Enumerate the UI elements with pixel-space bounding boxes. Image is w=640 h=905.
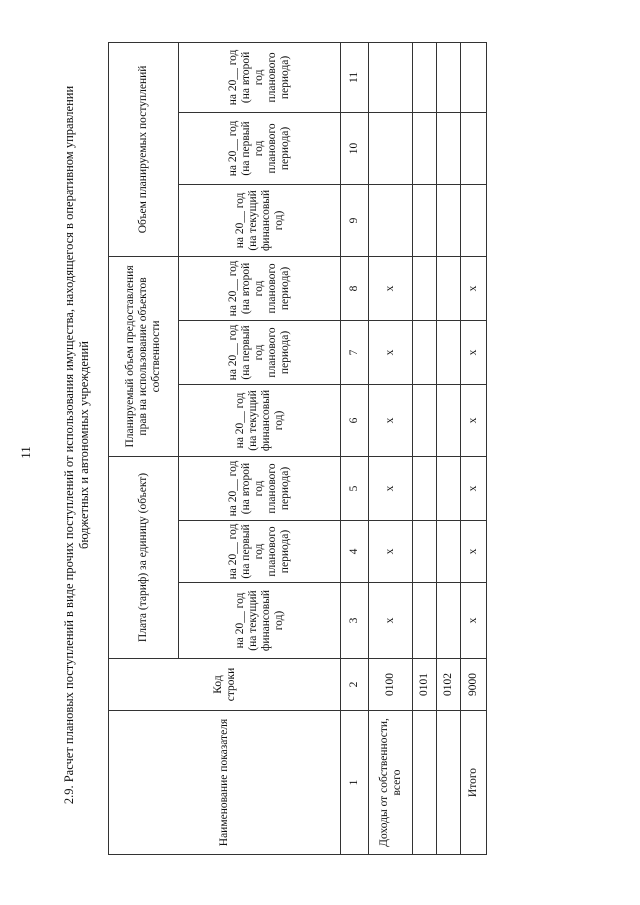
row-name: Доходы от собственности, всего bbox=[369, 711, 413, 855]
column-number: 7 bbox=[341, 320, 369, 384]
column-number: 11 bbox=[341, 42, 369, 112]
header-volume-group: Объем планируемых поступлений bbox=[109, 42, 179, 256]
header-row-code: Код строки bbox=[109, 659, 341, 711]
column-number: 5 bbox=[341, 456, 369, 520]
table-cell bbox=[437, 42, 461, 112]
table-cell: x bbox=[369, 583, 413, 659]
table-cell bbox=[413, 112, 437, 184]
header-rights-current: на 20__ год (на текущий финансовый год) bbox=[179, 384, 341, 456]
table-cell bbox=[437, 112, 461, 184]
column-number: 2 bbox=[341, 659, 369, 711]
table-row bbox=[437, 42, 461, 854]
header-fee-first: на 20__ год (на первый год планового периода) bbox=[179, 521, 341, 583]
row-name bbox=[437, 711, 461, 855]
header-row-groups bbox=[109, 42, 179, 854]
section-title bbox=[62, 45, 92, 845]
table-cell: x bbox=[461, 384, 487, 456]
row-code: 0102 bbox=[437, 659, 461, 711]
table-cell bbox=[413, 384, 437, 456]
table-cell bbox=[437, 384, 461, 456]
header-rights-first: на 20__ год (на первый год планового периода) bbox=[179, 320, 341, 384]
table-cell bbox=[437, 256, 461, 320]
header-vol-current: на 20__ год (на текущий финансовый год) bbox=[179, 184, 341, 256]
header-rights-group: Планируемый объем предоставления прав на использование объектов собственности bbox=[109, 256, 179, 456]
column-number: 6 bbox=[341, 384, 369, 456]
column-number: 1 bbox=[341, 711, 369, 855]
table-cell: x bbox=[369, 256, 413, 320]
table-cell bbox=[413, 583, 437, 659]
page-number: 11 bbox=[18, 446, 33, 459]
table-cell: x bbox=[461, 256, 487, 320]
table-cell: x bbox=[461, 320, 487, 384]
table-cell bbox=[369, 112, 413, 184]
header-fee-group: Плата (тариф) за единицу (объект) bbox=[109, 456, 179, 658]
table-cell bbox=[461, 184, 487, 256]
header-indicator: Наименование показателя bbox=[109, 711, 341, 855]
header-fee-current: на 20__ год (на текущий финансовый год) bbox=[179, 583, 341, 659]
table-cell bbox=[369, 184, 413, 256]
table-cell bbox=[461, 42, 487, 112]
table-cell: x bbox=[369, 320, 413, 384]
table-cell bbox=[413, 320, 437, 384]
planned-revenue-table bbox=[108, 42, 487, 855]
header-vol-first: на 20__ год (на первый год планового периода) bbox=[179, 112, 341, 184]
column-number: 9 bbox=[341, 184, 369, 256]
total-row bbox=[461, 42, 487, 854]
total-label: Итого bbox=[461, 711, 487, 855]
table-cell: x bbox=[461, 456, 487, 520]
table-row bbox=[413, 42, 437, 854]
table-cell bbox=[437, 456, 461, 520]
row-code: 0100 bbox=[369, 659, 413, 711]
table-cell bbox=[437, 184, 461, 256]
row-code: 0101 bbox=[413, 659, 437, 711]
table-cell bbox=[413, 456, 437, 520]
table-cell bbox=[437, 583, 461, 659]
table-cell bbox=[413, 42, 437, 112]
header-vol-second: на 20__ год (на второй год планового периода) bbox=[179, 42, 341, 112]
column-number: 8 bbox=[341, 256, 369, 320]
table-cell bbox=[461, 112, 487, 184]
table-row bbox=[369, 42, 413, 854]
table-cell: x bbox=[369, 384, 413, 456]
table-cell bbox=[437, 320, 461, 384]
table-cell bbox=[413, 256, 437, 320]
table-cell: x bbox=[369, 456, 413, 520]
header-rights-second: на 20__ год (на второй год планового периода) bbox=[179, 256, 341, 320]
table-cell: x bbox=[369, 521, 413, 583]
table-cell bbox=[369, 42, 413, 112]
column-number: 4 bbox=[341, 521, 369, 583]
row-name bbox=[413, 711, 437, 855]
column-number: 3 bbox=[341, 583, 369, 659]
table-cell: x bbox=[461, 583, 487, 659]
table-cell bbox=[413, 521, 437, 583]
section-title-line-1: 2.9. Расчет плановых поступлений в виде прочих поступлений от использования имущества, находящегося в оперативном управлении bbox=[62, 85, 76, 805]
header-fee-second: на 20__ год (на второй год планового периода) bbox=[179, 456, 341, 520]
column-number-row bbox=[341, 42, 369, 854]
table-cell: x bbox=[461, 521, 487, 583]
table-cell bbox=[437, 521, 461, 583]
section-title-line-2: бюджетных и автономных учреждений bbox=[77, 341, 91, 549]
column-number: 10 bbox=[341, 112, 369, 184]
total-code: 9000 bbox=[461, 659, 487, 711]
table-cell bbox=[413, 184, 437, 256]
